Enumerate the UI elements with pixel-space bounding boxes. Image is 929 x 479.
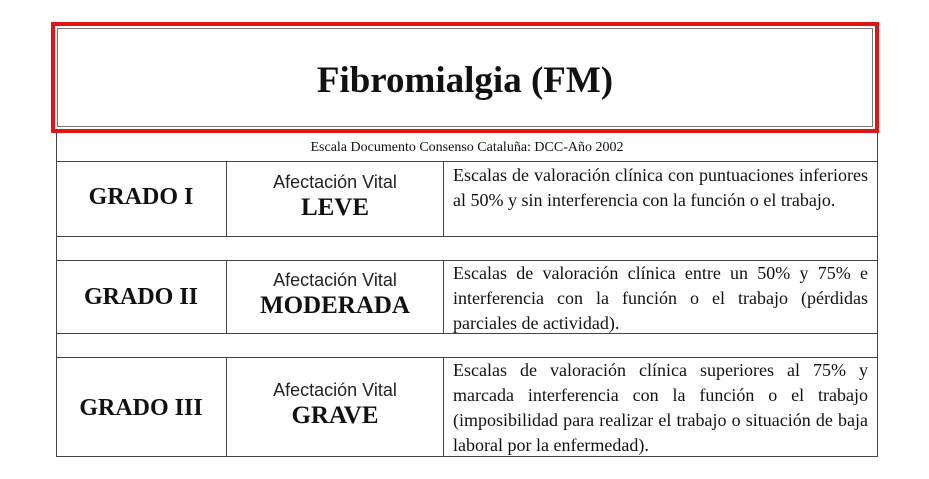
column-separator	[443, 357, 444, 457]
grade-description: Escalas de valoración clínica superiores al 75% y marcada interferencia con la función o el trabajo (imposibilidad para realizar el trabajo o situación de baja laboral por la enfermedad).	[453, 360, 868, 455]
severity-level: LEVE	[300, 194, 370, 221]
table-right-border	[877, 133, 878, 457]
column-separator	[443, 161, 444, 236]
grade-description: Escalas de valoración clínica entre un 50% y 75% e interferencia con la función o el trabajo (pérdidas parciales de actividad).	[453, 263, 868, 333]
title-box	[51, 22, 879, 133]
row-separator	[56, 236, 878, 237]
afectacion-label: Afectación Vital	[273, 380, 397, 400]
row-separator	[56, 161, 878, 162]
grade-label: GRADO I	[88, 184, 194, 210]
afectacion-label: Afectación Vital	[273, 270, 397, 290]
afectacion-cell	[227, 172, 443, 222]
severity-scale-table	[56, 133, 878, 457]
severity-level: MODERADA	[260, 292, 410, 319]
grade-description: Escalas de valoración clínica con puntuaciones inferiores al 50% y sin interferencia con la función o el trabajo.	[453, 165, 868, 210]
afectacion-label: Afectación Vital	[273, 172, 397, 192]
afectacion-cell	[227, 270, 443, 320]
document-title: Fibromialgia (FM)	[316, 60, 614, 101]
column-separator	[443, 260, 444, 333]
grade-label: GRADO III	[79, 395, 203, 421]
afectacion-cell	[227, 380, 443, 430]
severity-level: GRAVE	[291, 402, 379, 429]
grade-label: GRADO II	[83, 284, 198, 310]
source-caption: Escala Documento Consenso Cataluña: DCC-Año 2002	[310, 140, 624, 155]
